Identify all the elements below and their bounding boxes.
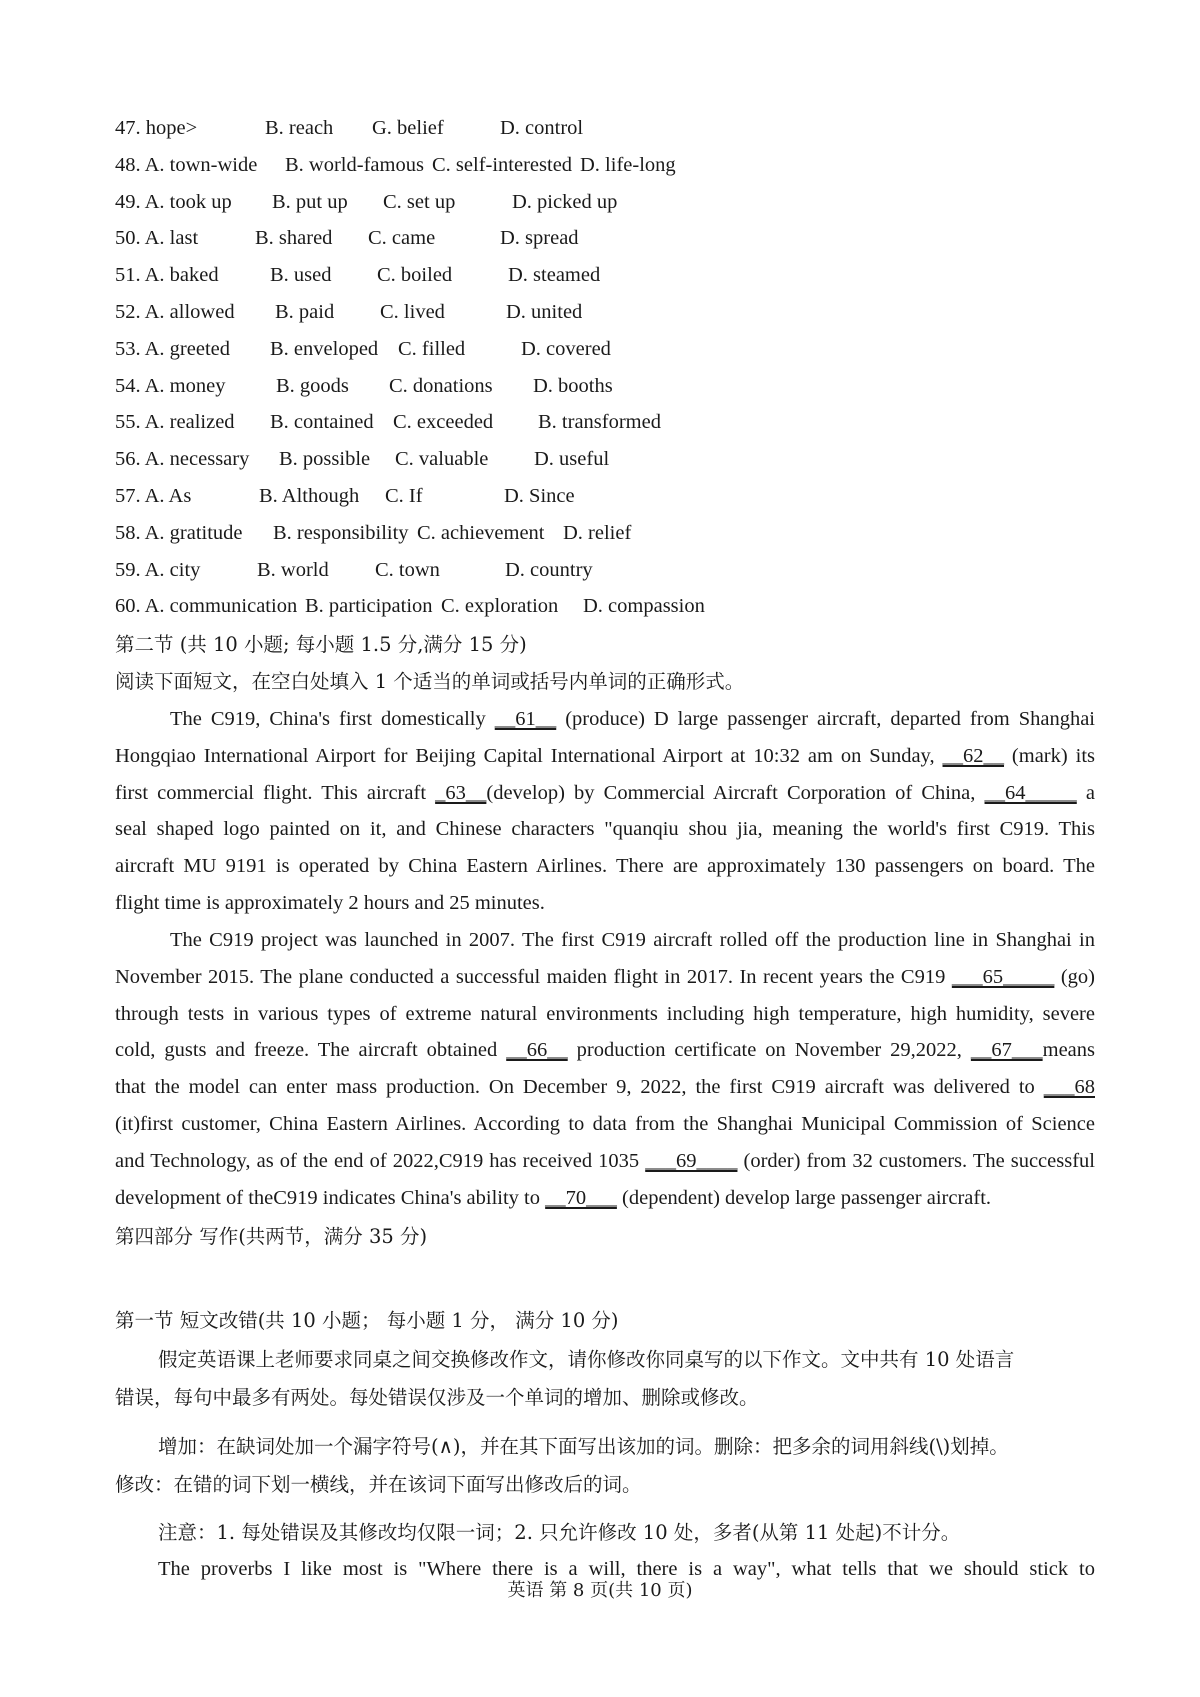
passage-line bbox=[115, 959, 1095, 996]
choice-option-a: 57. A. As bbox=[115, 484, 192, 507]
section1-instruction: 错误，每句中最多有两处。每处错误仅涉及一个单词的增加、删除或修改。 bbox=[115, 1386, 759, 1409]
blank-64: __64_____ bbox=[984, 781, 1077, 804]
passage-line: (it)first customer, China Eastern Airlines. According to data from the Shanghai Municipal Commission of Science bbox=[115, 1112, 1095, 1135]
text: (produce) D large passenger aircraft, departed from Shanghai bbox=[556, 708, 1095, 730]
choice-option-c: C. set up bbox=[383, 190, 456, 213]
choice-option-d: D. useful bbox=[534, 448, 610, 471]
page-footer: 英语 第 8 页(共 10 页) bbox=[507, 1580, 693, 1601]
section1-title: 第一节 短文改错(共 10 小题； 每小题 1 分， 满分 10 分) bbox=[115, 1309, 619, 1332]
choice-row bbox=[115, 441, 1095, 478]
choice-option-a: 50. A. last bbox=[115, 227, 199, 250]
passage-line: The C919 project was launched in 2007. The first C919 aircraft rolled off the production line in Shanghai in bbox=[170, 929, 1095, 951]
choice-option-b: B. enveloped bbox=[270, 337, 379, 360]
choice-option-a: 54. A. money bbox=[115, 374, 226, 397]
essay-line: The proverbs I like most is "Where there is a will, there is a way", what tells that we should stick to bbox=[158, 1558, 1095, 1580]
choice-row bbox=[115, 515, 1095, 552]
text: means bbox=[1042, 1039, 1095, 1062]
passage-line: through tests in various types of extreme natural environments including high temperature, high humidity, severe bbox=[115, 1002, 1095, 1025]
choice-option-a: 47. hope> bbox=[115, 117, 198, 139]
choice-option-a: 52. A. allowed bbox=[115, 300, 235, 323]
choice-option-a: 58. A. gratitude bbox=[115, 521, 243, 544]
choice-option-b: B. reach bbox=[265, 117, 334, 139]
passage-paragraph-1 bbox=[115, 701, 1095, 922]
choice-option-b: B. put up bbox=[272, 190, 348, 213]
passage-line bbox=[115, 1069, 1095, 1106]
choice-row bbox=[115, 552, 1095, 589]
section2-title: 第二节 (共 10 小题; 每小题 1.5 分,满分 15 分) bbox=[115, 633, 527, 656]
choice-option-c: C. boiled bbox=[377, 264, 453, 287]
passage-line bbox=[115, 1143, 1095, 1180]
choice-option-c: C. filled bbox=[398, 337, 466, 360]
choice-option-c: C. achievement bbox=[417, 521, 545, 544]
choice-option-c: G. belief bbox=[372, 117, 444, 139]
choice-list bbox=[115, 110, 1095, 625]
passage-line: flight time is approximately 2 hours and 25 minutes. bbox=[115, 891, 545, 914]
choice-option-d: D. steamed bbox=[508, 264, 601, 287]
choice-row bbox=[115, 404, 1095, 441]
choice-option-b: B. paid bbox=[275, 300, 335, 323]
choice-option-c: C. town bbox=[375, 558, 440, 581]
choice-row bbox=[115, 588, 1095, 625]
choice-option-b: B. used bbox=[270, 264, 332, 287]
blank-68: ___68 bbox=[1043, 1076, 1095, 1099]
text: (go) bbox=[1054, 965, 1095, 988]
passage-line bbox=[115, 701, 1095, 738]
section1-note: 注意：1. 每处错误及其修改均仅限一词；2. 只允许修改 10 处，多者(从第 11 处起)不计分。 bbox=[158, 1521, 961, 1544]
choice-row bbox=[115, 147, 1095, 184]
section1-instruction: 修改：在错的词下划一横线，并在该词下面写出修改后的词。 bbox=[115, 1473, 642, 1496]
choice-option-b: B. responsibility bbox=[273, 521, 409, 544]
text: cold, gusts and freeze. The aircraft obtained bbox=[115, 1039, 507, 1062]
passage-line bbox=[115, 738, 1095, 775]
choice-option-b: B. world-famous bbox=[285, 153, 424, 176]
passage-line: seal shaped logo painted on it, and Chinese characters "quanqiu shou jia, meaning the world's first C919. This bbox=[115, 818, 1095, 841]
blank-65: ___65_____ bbox=[951, 965, 1055, 988]
text: (order) from 32 customers. The successful bbox=[737, 1149, 1095, 1172]
blank-61: __61__ bbox=[494, 708, 557, 730]
choice-option-d: D. Since bbox=[504, 484, 575, 507]
choice-option-b: B. Although bbox=[259, 484, 360, 507]
text: (dependent) develop large passenger aircraft. bbox=[616, 1186, 992, 1209]
blank-69: ___69____ bbox=[645, 1149, 738, 1172]
choice-option-b: B. participation bbox=[305, 595, 433, 618]
passage-paragraph-2 bbox=[115, 922, 1095, 1216]
choice-option-a: 51. A. baked bbox=[115, 264, 219, 287]
choice-option-b: B. goods bbox=[276, 374, 349, 397]
choice-option-c: C. lived bbox=[380, 300, 445, 323]
choice-row bbox=[115, 478, 1095, 515]
section1-instruction: 增加：在缺词处加一个漏字符号(∧)，并在其下面写出该加的词。删除：把多余的词用斜线(\)划掉。 bbox=[158, 1435, 1009, 1458]
text: development of theC919 indicates China's ability to bbox=[115, 1186, 546, 1209]
choice-option-d: D. compassion bbox=[583, 595, 705, 618]
choice-row bbox=[115, 110, 1095, 147]
choice-option-c: C. If bbox=[385, 484, 423, 507]
choice-option-c: C. self-interested bbox=[432, 153, 573, 176]
text: The C919, China's first domestically bbox=[170, 708, 495, 730]
choice-row bbox=[115, 184, 1095, 221]
blank-62: __62__ bbox=[942, 744, 1005, 767]
text: November 2015. The plane conducted a successful maiden flight in 2017. In recent years the C919 bbox=[115, 965, 952, 988]
choice-option-b: B. contained bbox=[270, 411, 374, 434]
section1-instruction: 假定英语课上老师要求同桌之间交换修改作文，请你修改你同桌写的以下作文。文中共有 10 处语言 bbox=[158, 1348, 1015, 1371]
choice-option-c: C. came bbox=[368, 227, 436, 250]
choice-option-a: 56. A. necessary bbox=[115, 448, 250, 471]
choice-option-d: D. united bbox=[506, 300, 583, 323]
choice-option-d: D. relief bbox=[563, 521, 632, 544]
choice-option-c: C. exceeded bbox=[393, 411, 494, 434]
choice-row bbox=[115, 220, 1095, 257]
choice-option-d: D. covered bbox=[521, 337, 611, 360]
choice-option-d: D. picked up bbox=[512, 190, 618, 213]
passage-line bbox=[115, 1180, 1095, 1217]
choice-row bbox=[115, 257, 1095, 294]
choice-option-d: D. booths bbox=[533, 374, 613, 397]
passage-line bbox=[115, 1032, 1095, 1069]
choice-option-a: 53. A. greeted bbox=[115, 337, 230, 360]
choice-option-d: D. spread bbox=[500, 227, 579, 250]
choice-row bbox=[115, 331, 1095, 368]
text: (mark) its bbox=[1004, 744, 1095, 767]
choice-option-a: 59. A. city bbox=[115, 558, 201, 581]
choice-option-d: D. control bbox=[500, 117, 584, 139]
text: production certificate on November 29,2022, bbox=[567, 1039, 971, 1062]
choice-option-a: 55. A. realized bbox=[115, 411, 235, 434]
text: a bbox=[1076, 781, 1095, 804]
blank-70: __70___ bbox=[545, 1186, 617, 1209]
choice-option-d: D. country bbox=[505, 558, 593, 581]
passage-line: aircraft MU 9191 is operated by China Eastern Airlines. There are approximately 130 passengers on board. The bbox=[115, 855, 1095, 878]
choice-option-a: 49. A. took up bbox=[115, 190, 232, 213]
choice-row bbox=[115, 294, 1095, 331]
part4-title: 第四部分 写作(共两节，满分 35 分) bbox=[115, 1225, 428, 1248]
text: first commercial flight. This aircraft bbox=[115, 781, 436, 804]
choice-option-c: C. donations bbox=[389, 374, 493, 397]
choice-option-d: D. life-long bbox=[580, 153, 676, 176]
text: that the model can enter mass production. On December 9, 2022, the first C919 aircraft was delivered to bbox=[115, 1076, 1044, 1099]
blank-67: __67___ bbox=[970, 1039, 1043, 1062]
blank-66: __66__ bbox=[506, 1039, 568, 1062]
section2-instruction: 阅读下面短文，在空白处填入 1 个适当的单词或括号内单词的正确形式。 bbox=[115, 670, 745, 693]
choice-option-c: C. valuable bbox=[395, 448, 489, 471]
choice-option-a: 60. A. communication bbox=[115, 595, 298, 618]
choice-option-b: B. possible bbox=[279, 448, 371, 471]
choice-option-a: 48. A. town-wide bbox=[115, 153, 258, 176]
text: and Technology, as of the end of 2022,C919 has received 1035 bbox=[115, 1149, 646, 1172]
choice-row bbox=[115, 368, 1095, 405]
choice-option-c: C. exploration bbox=[441, 595, 559, 618]
choice-option-b: B. shared bbox=[255, 227, 333, 250]
blank-63: _63__ bbox=[435, 781, 487, 804]
choice-option-b: B. world bbox=[257, 558, 329, 581]
passage-line bbox=[115, 775, 1095, 812]
choice-option-d: B. transformed bbox=[538, 411, 661, 434]
text: Hongqiao International Airport for Beijing Capital International Airport at 10:32 am on Sunday, bbox=[115, 744, 943, 767]
text: (develop) by Commercial Aircraft Corporation of China, bbox=[486, 781, 985, 804]
